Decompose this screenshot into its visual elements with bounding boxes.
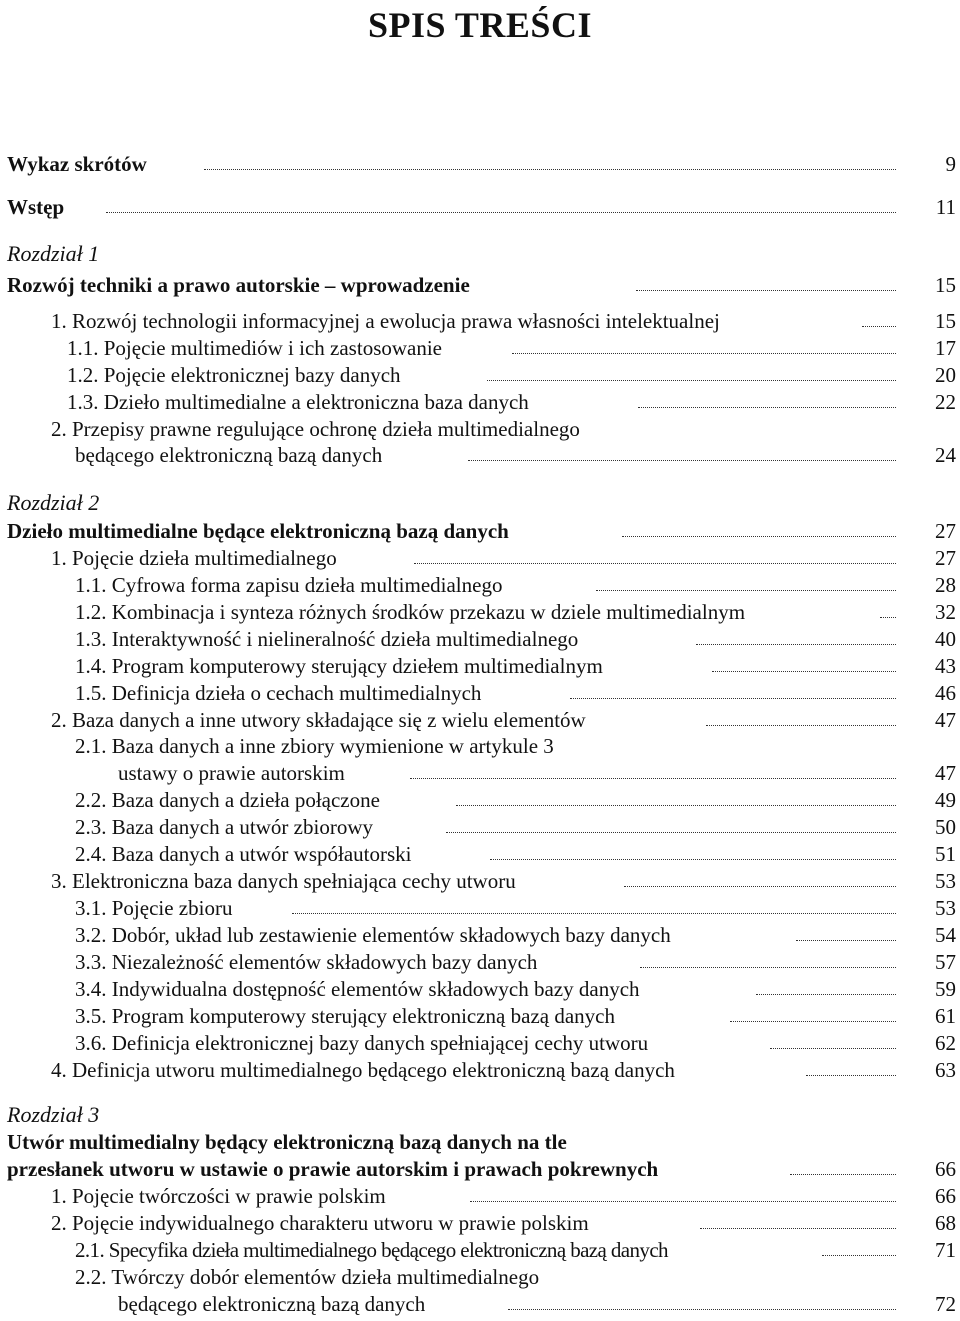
toc-page-number: 47 [935, 708, 956, 732]
toc-entry [0, 388, 960, 416]
toc-entry-title: ustawy o prawie autorskim [118, 761, 345, 785]
toc-entry-title: 2.4. Baza danych a utwór współautorski [75, 842, 412, 866]
toc-entry [0, 652, 960, 680]
toc-entry [0, 894, 960, 922]
dot-leader [570, 698, 896, 699]
toc-entry [0, 975, 960, 1003]
dot-leader [446, 832, 896, 833]
toc-entry-title: 1.1. Cyfrowa forma zapisu dzieła multimedialnego [75, 573, 503, 597]
toc-entry [0, 307, 960, 335]
toc-page-number: 9 [945, 152, 956, 176]
toc-entry-title: 3.4. Indywidualna dostępność elementów składowych bazy danych [75, 977, 640, 1001]
toc-entry [0, 193, 960, 221]
dot-leader [822, 1255, 896, 1256]
toc-entry [0, 679, 960, 707]
toc-page-number: 24 [935, 443, 956, 467]
dot-leader [292, 913, 896, 914]
toc-entry [0, 571, 960, 599]
chapter-label: Rozdział 3 [7, 1102, 100, 1127]
toc-entry-title: 3.1. Pojęcie zbioru [75, 896, 233, 920]
toc-page-number: 71 [935, 1238, 956, 1262]
toc-entry [0, 361, 960, 389]
toc-entry [0, 1056, 960, 1084]
dot-leader [204, 169, 896, 170]
toc-page-number: 50 [935, 815, 956, 839]
toc-page-number: 61 [935, 1004, 956, 1028]
toc-entry-title: 1. Pojęcie dzieła multimedialnego [51, 546, 337, 570]
dot-leader [106, 212, 896, 213]
dot-leader [512, 353, 896, 354]
toc-entry [0, 786, 960, 814]
toc-page-number: 40 [935, 627, 956, 651]
dot-leader [624, 886, 896, 887]
toc-entry-title: 2.3. Baza danych a utwór zbiorowy [75, 815, 373, 839]
dot-leader [410, 778, 896, 779]
dot-leader [622, 536, 896, 537]
toc-entry-title: Wykaz skrótów [7, 152, 147, 176]
toc-entry [0, 625, 960, 653]
chapter-title [0, 271, 960, 299]
toc-entry-title: 2. Baza danych a inne utwory składające się z wielu elementów [51, 708, 586, 732]
dot-leader [468, 460, 896, 461]
toc-entry-title: 2. Pojęcie indywidualnego charakteru utworu w prawie polskim [51, 1211, 589, 1235]
toc-page-number: 20 [935, 363, 956, 387]
toc-entry [0, 1209, 960, 1237]
dot-leader [806, 1075, 896, 1076]
dot-leader [696, 644, 896, 645]
toc-page-number: 68 [935, 1211, 956, 1235]
dot-leader [490, 859, 896, 860]
toc-entry-first-line: 2.2. Twórczy dobór elementów dzieła multimedialnego [75, 1265, 540, 1289]
dot-leader [862, 326, 896, 327]
toc-entry-title: 2.1. Specyfika dzieła multimedialnego będącego elektroniczną bazą danych [75, 1238, 668, 1262]
toc-entry [0, 1029, 960, 1057]
dot-leader [456, 805, 896, 806]
toc-entry [0, 598, 960, 626]
dot-leader [712, 671, 896, 672]
toc-page-number: 53 [935, 896, 956, 920]
toc-page-number: 66 [935, 1184, 956, 1208]
dot-leader [770, 1048, 896, 1049]
toc-page-number: 72 [935, 1292, 956, 1316]
chapter-title [0, 1155, 960, 1183]
toc-entry-title: 1. Rozwój technologii informacyjnej a ewolucja prawa własności intelektualnej [51, 309, 720, 333]
toc-page-number: 32 [935, 600, 956, 624]
toc-entry [0, 921, 960, 949]
toc-entry [0, 1002, 960, 1030]
toc-entry-title: 3.5. Program komputerowy sterujący elektroniczną bazą danych [75, 1004, 615, 1028]
toc-page-number: 15 [935, 309, 956, 333]
dot-leader [700, 1228, 896, 1229]
toc-entry-title: 3.6. Definicja elektronicznej bazy danych spełniającej cechy utworu [75, 1031, 649, 1055]
chapter-title [0, 517, 960, 545]
toc-entry-title: Dzieło multimedialne będące elektroniczną bazą danych [7, 519, 509, 543]
toc-entry-title: 1.1. Pojęcie multimediów i ich zastosowanie [67, 336, 443, 360]
dot-leader [796, 940, 896, 941]
toc-entry-title: będącego elektroniczną bazą danych [118, 1292, 426, 1316]
toc-entry-title: 1. Pojęcie twórczości w prawie polskim [51, 1184, 386, 1208]
dot-leader [706, 725, 896, 726]
toc-entry [0, 544, 960, 572]
chapter-label: Rozdział 1 [7, 241, 100, 266]
page-title: SPIS TREŚCI [368, 5, 592, 45]
toc-entry-title: 1.5. Definicja dzieła o cechach multimedialnych [75, 681, 482, 705]
toc-entry [0, 813, 960, 841]
toc-page-number: 11 [935, 195, 956, 219]
dot-leader [880, 617, 896, 618]
dot-leader [487, 380, 896, 381]
toc-page-number: 43 [935, 654, 956, 678]
toc-page-number: 28 [935, 573, 956, 597]
toc-entry-title: 1.3. Dzieło multimedialne a elektroniczna baza danych [67, 390, 529, 414]
toc-page-number: 57 [935, 950, 956, 974]
toc-entry-title: 1.2. Kombinacja i synteza różnych środków przekazu w dziele multimedialnym [75, 600, 746, 624]
toc-page-number: 66 [935, 1157, 956, 1181]
chapter-title-first-line: Utwór multimedialny będący elektroniczną bazą danych na tle [7, 1130, 567, 1154]
dot-leader [470, 1201, 896, 1202]
toc-entry [0, 1290, 960, 1318]
toc-entry-title: będącego elektroniczną bazą danych [75, 443, 383, 467]
dot-leader [508, 1309, 896, 1310]
dot-leader [636, 290, 896, 291]
chapter-label: Rozdział 2 [7, 490, 100, 515]
toc-entry-title: Wstęp [7, 195, 65, 219]
toc-page-number: 22 [935, 390, 956, 414]
toc-page-number: 63 [935, 1058, 956, 1082]
toc-entry-first-line: 2.1. Baza danych a inne zbiory wymienione w artykule 3 [75, 734, 554, 758]
toc-page-number: 59 [935, 977, 956, 1001]
toc-entry-title: 3.2. Dobór, układ lub zestawienie elementów składowych bazy danych [75, 923, 671, 947]
toc-entry [0, 1182, 960, 1210]
toc-entry-title: przesłanek utworu w ustawie o prawie autorskim i prawach pokrewnych [7, 1157, 659, 1181]
toc-entry-title: 1.3. Interaktywność i nielineralność dzieła multimedialnego [75, 627, 579, 651]
toc-entry-title: Rozwój techniki a prawo autorskie – wprowadzenie [7, 273, 470, 297]
toc-page-number: 49 [935, 788, 956, 812]
toc-page-number: 51 [935, 842, 956, 866]
toc-entry [0, 706, 960, 734]
toc-entry [0, 867, 960, 895]
toc-page-number: 27 [935, 519, 956, 543]
dot-leader [640, 967, 896, 968]
toc-page-number: 17 [935, 336, 956, 360]
toc-page-number: 62 [935, 1031, 956, 1055]
toc-entry [0, 759, 960, 787]
toc-entry-title: 2.2. Baza danych a dzieła połączone [75, 788, 380, 812]
toc-entry-first-line: 2. Przepisy prawne regulujące ochronę dzieła multimedialnego [51, 417, 580, 441]
toc-entry-title: 4. Definicja utworu multimedialnego będącego elektroniczną bazą danych [51, 1058, 675, 1082]
toc-page-number: 53 [935, 869, 956, 893]
toc-page-number: 15 [935, 273, 956, 297]
toc-entry [0, 150, 960, 178]
dot-leader [638, 407, 896, 408]
toc-entry-title: 3.3. Niezależność elementów składowych bazy danych [75, 950, 538, 974]
toc-entry [0, 441, 960, 469]
dot-leader [756, 994, 896, 995]
dot-leader [790, 1174, 896, 1175]
dot-leader [730, 1021, 896, 1022]
toc-page-number: 54 [935, 923, 956, 947]
toc-page-number: 27 [935, 546, 956, 570]
dot-leader [596, 590, 896, 591]
toc-entry [0, 948, 960, 976]
toc-page-number: 46 [935, 681, 956, 705]
toc-entry-title: 1.2. Pojęcie elektronicznej bazy danych [67, 363, 401, 387]
toc-entry-title: 1.4. Program komputerowy sterujący dziełem multimedialnym [75, 654, 603, 678]
toc-entry [0, 1236, 960, 1264]
toc-entry [0, 334, 960, 362]
toc-entry-title: 3. Elektroniczna baza danych spełniająca cechy utworu [51, 869, 516, 893]
toc-page-number: 47 [935, 761, 956, 785]
toc-entry [0, 840, 960, 868]
dot-leader [414, 563, 896, 564]
